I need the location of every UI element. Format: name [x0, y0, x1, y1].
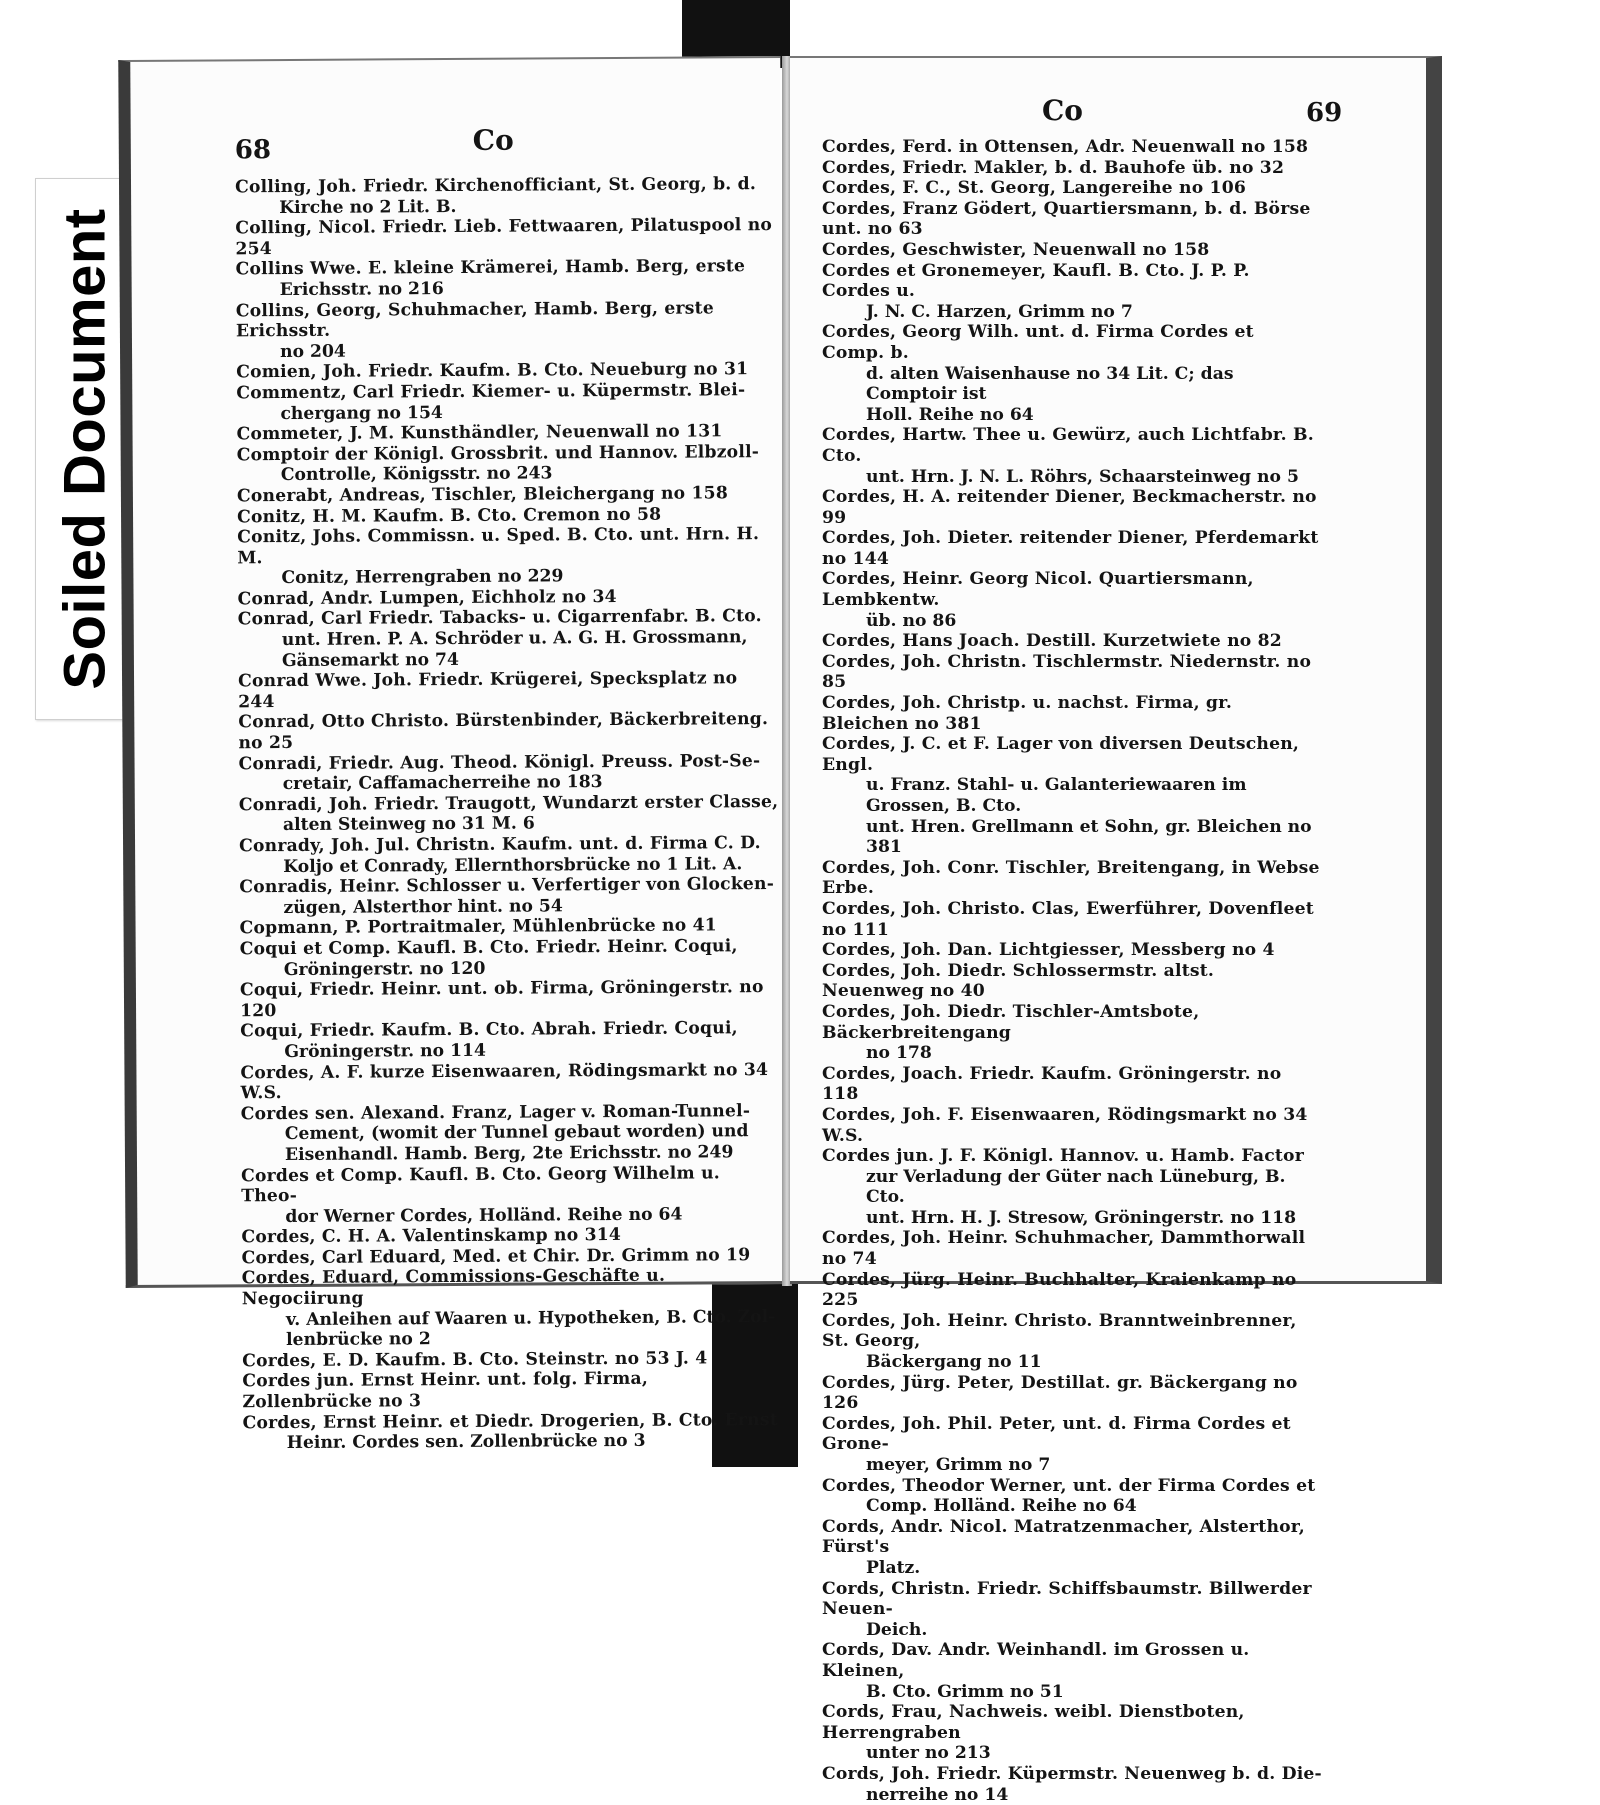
entry-continuation-line: lenbrücke no 2 — [242, 1327, 782, 1351]
directory-entry — [240, 1018, 780, 1062]
directory-entry — [822, 1064, 1322, 1105]
entry-first-line: Cordes, Joh. Heinr. Christo. Branntweinbrenner, St. Georg, — [822, 1311, 1297, 1352]
entry-first-line: Cordes, H. A. reitender Diener, Beckmacherstr. no 99 — [822, 487, 1317, 528]
entry-continuation-line: Deich. — [822, 1620, 1322, 1641]
entry-continuation-line: Gröningerstr. no 120 — [240, 957, 780, 981]
entry-first-line: Cordes, Joh. Christo. Clas, Ewerführer, Dovenfleet no 111 — [822, 899, 1314, 940]
right-page — [790, 56, 1442, 1284]
directory-entry — [822, 569, 1322, 631]
directory-entry — [822, 1146, 1322, 1228]
entry-first-line: Cordes, Franz Gödert, Quartiersmann, b. d. Börse unt. no 63 — [822, 199, 1311, 240]
entry-continuation-line: unt. Hren. P. A. Schröder u. A. G. H. Grossmann, — [238, 627, 778, 651]
entry-first-line: Cordes, Joh. Christp. u. nachst. Firma, gr. Bleichen no 381 — [822, 693, 1232, 734]
directory-entry — [822, 1105, 1322, 1146]
entry-first-line: Cordes, Heinr. Georg Nicol. Quartiersmann, Lembkentw. — [822, 569, 1254, 610]
directory-entry — [822, 652, 1322, 693]
directory-entry — [822, 425, 1322, 487]
entry-continuation-line: dor Werner Cordes, Holländ. Reihe no 64 — [241, 1204, 781, 1228]
directory-entry — [822, 940, 1322, 961]
entry-continuation-line: cretair, Caffamacherreihe no 183 — [239, 771, 779, 795]
directory-entry — [239, 874, 779, 918]
entry-first-line: Coqui, Friedr. Kaufm. B. Cto. Abrah. Friedr. Coqui, — [240, 1019, 738, 1042]
entry-continuation-line: B. Cto. Grimm no 51 — [822, 1682, 1322, 1703]
entry-first-line: Conrad, Otto Christo. Bürstenbinder, Bäckerbreiteng. no 25 — [238, 710, 768, 754]
directory-entry — [822, 1517, 1322, 1579]
directory-entry — [822, 261, 1322, 323]
entry-first-line: Conrady, Joh. Jul. Christn. Kaufm. unt. d. Firma C. D. — [239, 833, 761, 856]
left-entry-list — [235, 174, 783, 1454]
directory-entry — [241, 1101, 781, 1166]
entry-continuation-line: no 178 — [822, 1043, 1322, 1064]
directory-entry — [822, 322, 1322, 425]
entry-first-line: Cordes, Georg Wilh. unt. d. Firma Cordes et Comp. b. — [822, 322, 1254, 363]
left-running-head: Co — [473, 124, 514, 157]
directory-entry — [241, 1163, 781, 1228]
directory-entry — [822, 1373, 1322, 1414]
entry-first-line: Collins, Georg, Schuhmacher, Hamb. Berg, erste Erichsstr. — [236, 298, 714, 342]
entry-continuation-line: J. N. C. Harzen, Grimm no 7 — [822, 302, 1322, 323]
entry-first-line: Cordes, Theodor Werner, unt. der Firma Cordes et — [822, 1476, 1315, 1496]
entry-continuation-line: Erichsstr. no 216 — [236, 277, 776, 301]
entry-continuation-line: Gröningerstr. no 114 — [240, 1039, 780, 1063]
entry-first-line: Conrad, Andr. Lumpen, Eichholz no 34 — [237, 587, 616, 609]
directory-entry — [822, 240, 1322, 261]
entry-first-line: Cordes, Jürg. Peter, Destillat. gr. Bäckergang no 126 — [822, 1373, 1298, 1414]
entry-continuation-line: alten Steinweg no 31 M. 6 — [239, 812, 779, 836]
directory-entry — [237, 442, 777, 486]
entry-continuation-line: Holl. Reihe no 64 — [822, 405, 1322, 426]
entry-first-line: Cords, Andr. Nicol. Matratzenmacher, Alsterthor, Fürst's — [822, 1517, 1305, 1558]
directory-entry — [822, 178, 1322, 199]
entry-first-line: Cordes, Joh. Dieter. reitender Diener, Pferdemarkt no 144 — [822, 528, 1319, 569]
entry-first-line: Coqui et Comp. Kaufl. B. Cto. Friedr. Heinr. Coqui, — [240, 936, 738, 959]
entry-first-line: Cordes, C. H. A. Valentinskamp no 314 — [241, 1225, 621, 1247]
entry-first-line: Cords, Dav. Andr. Weinhandl. im Grossen u. Kleinen, — [822, 1640, 1249, 1681]
directory-entry — [242, 1368, 782, 1412]
directory-entry — [822, 158, 1322, 179]
entry-first-line: Conerabt, Andreas, Tischler, Bleichergang no 158 — [237, 483, 728, 506]
entry-first-line: Cordes, Joach. Friedr. Kaufm. Gröningerstr. no 118 — [822, 1064, 1281, 1105]
entry-first-line: Cords, Christn. Friedr. Schiffsbaumstr. Billwerder Neuen- — [822, 1579, 1312, 1620]
entry-first-line: Cordes, Jürg. Heinr. Buchhalter, Kraienkamp no 225 — [822, 1270, 1296, 1311]
directory-entry — [822, 528, 1322, 569]
entry-first-line: Collins Wwe. E. kleine Krämerei, Hamb. Berg, erste — [235, 257, 745, 280]
entry-continuation-line: d. alten Waisenhause no 34 Lit. C; das Comptoir ist — [822, 364, 1322, 405]
entry-first-line: Conrad Wwe. Joh. Friedr. Krügerei, Specksplatz no 244 — [238, 669, 737, 713]
entry-first-line: Cordes, Joh. Conr. Tischler, Breitengang, in Webse Erbe. — [822, 858, 1320, 899]
entry-first-line: Colling, Joh. Friedr. Kirchenofficiant, St. Georg, b. d. — [235, 174, 756, 197]
entry-first-line: Conitz, Johs. Commissn. u. Sped. B. Cto. unt. Hrn. H. M. — [237, 524, 759, 568]
directory-entry — [822, 1270, 1322, 1311]
entry-continuation-line: v. Anleihen auf Waaren u. Hypotheken, B. Cto. Zol- — [242, 1307, 782, 1331]
right-running-head: Co — [1042, 94, 1083, 127]
entry-first-line: Cordes jun. Ernst Heinr. unt. folg. Firma, Zollenbrücke no 3 — [242, 1369, 648, 1412]
directory-entry — [240, 977, 780, 1021]
entry-first-line: Cordes, Joh. Diedr. Schlossermstr. altst. Neuenweg no 40 — [822, 961, 1214, 1002]
entry-first-line: Conradis, Heinr. Schlosser u. Verfertiger von Glocken- — [239, 874, 774, 897]
directory-entry — [239, 833, 779, 877]
directory-entry — [822, 631, 1322, 652]
entry-first-line: Colling, Nicol. Friedr. Lieb. Fettwaaren, Pilatuspool no 254 — [235, 215, 772, 259]
entry-first-line: Cordes et Gronemeyer, Kaufl. B. Cto. J. P. P. Cordes u. — [822, 261, 1250, 302]
entry-continuation-line: unt. Hrn. J. N. L. Röhrs, Schaarsteinweg no 5 — [822, 467, 1322, 488]
directory-entry — [822, 1640, 1322, 1702]
label-text: Soiled Document — [51, 208, 118, 689]
entry-first-line: Cordes, Eduard, Commissions-Geschäfte u. Negociirung — [242, 1266, 666, 1309]
entry-continuation-line: zügen, Alsterthor hint. no 54 — [239, 895, 779, 919]
entry-first-line: Conitz, H. M. Kaufm. B. Cto. Cremon no 58 — [237, 504, 661, 527]
right-page-number: 69 — [1306, 98, 1342, 128]
entry-continuation-line: Controlle, Königsstr. no 243 — [237, 462, 777, 486]
entry-first-line: Copmann, P. Portraitmaler, Mühlenbrücke no 41 — [240, 916, 717, 939]
entry-first-line: Cordes, Joh. Phil. Peter, unt. d. Firma Cordes et Grone- — [822, 1414, 1291, 1455]
directory-entry — [237, 524, 777, 589]
directory-entry — [242, 1245, 782, 1269]
entry-continuation-line: Platz. — [822, 1558, 1322, 1579]
directory-entry — [822, 1702, 1322, 1764]
directory-entry — [235, 215, 775, 259]
right-entry-list — [822, 137, 1322, 1805]
entry-first-line: Conrad, Carl Friedr. Tabacks- u. Cigarrenfabr. B. Cto. — [238, 607, 762, 630]
directory-entry — [240, 936, 780, 980]
entry-continuation-line: Gänsemarkt no 74 — [238, 648, 778, 672]
directory-entry — [822, 1311, 1322, 1373]
entry-first-line: Cordes et Comp. Kaufl. B. Cto. Georg Wilhelm u. Theo- — [241, 1163, 720, 1207]
entry-first-line: Commeter, J. M. Kunsthändler, Neuenwall no 131 — [236, 421, 722, 444]
entry-continuation-line: nerreihe no 14 — [822, 1785, 1322, 1805]
entry-first-line: Cords, Frau, Nachweis. weibl. Dienstboten, Herrengraben — [822, 1702, 1245, 1743]
entry-first-line: Cordes, J. C. et F. Lager von diversen Deutschen, Engl. — [822, 734, 1299, 775]
entry-first-line: Comien, Joh. Friedr. Kaufm. B. Cto. Neueburg no 31 — [236, 360, 748, 383]
directory-entry — [822, 1764, 1322, 1805]
entry-first-line: Cordes, F. C., St. Georg, Langereihe no 106 — [822, 178, 1246, 198]
directory-entry — [822, 137, 1322, 158]
entry-first-line: Cordes, Hartw. Thee u. Gewürz, auch Lichtfabr. B. Cto. — [822, 425, 1314, 466]
directory-entry — [238, 606, 778, 671]
directory-entry — [822, 487, 1322, 528]
entry-first-line: Coqui, Friedr. Heinr. unt. ob. Firma, Gröningerstr. no 120 — [240, 977, 764, 1021]
entry-first-line: Cordes, Joh. Diedr. Tischler-Amtsbote, Bäckerbreitengang — [822, 1002, 1199, 1043]
directory-entry — [237, 483, 777, 507]
entry-first-line: Cordes, Joh. Heinr. Schuhmacher, Dammthorwall no 74 — [822, 1228, 1305, 1269]
directory-entry — [239, 792, 779, 836]
directory-entry — [822, 1228, 1322, 1269]
entry-continuation-line: Koljo et Conrady, Ellernthorsbrücke no 1 Lit. A. — [239, 854, 779, 878]
entry-first-line: Cords, Joh. Friedr. Küpermstr. Neuenweg b. d. Die- — [822, 1764, 1322, 1784]
entry-continuation-line: üb. no 86 — [822, 611, 1322, 632]
entry-continuation-line: Bäckergang no 11 — [822, 1352, 1322, 1373]
directory-entry — [822, 899, 1322, 940]
entry-first-line: Cordes, Geschwister, Neuenwall no 158 — [822, 240, 1209, 260]
directory-entry — [242, 1265, 782, 1351]
entry-first-line: Cordes, Ernst Heinr. et Diedr. Drogerien, B. Cto. Ernst — [243, 1410, 778, 1433]
directory-entry — [822, 1414, 1322, 1476]
entry-continuation-line: Conitz, Herrengraben no 229 — [237, 565, 777, 589]
entry-first-line: Commentz, Carl Friedr. Kiemer- u. Küpermstr. Blei- — [236, 380, 745, 403]
entry-first-line: Cordes, Ferd. in Ottensen, Adr. Neuenwall no 158 — [822, 137, 1308, 157]
entry-first-line: Conradi, Friedr. Aug. Theod. Königl. Preuss. Post-Se- — [238, 751, 760, 774]
entry-first-line: Comptoir der Königl. Grossbrit. und Hannov. Elbzoll- — [237, 442, 760, 465]
directory-entry — [236, 298, 776, 363]
directory-entry — [238, 668, 778, 712]
entry-continuation-line: Heinr. Cordes sen. Zollenbrücke no 3 — [243, 1430, 783, 1454]
entry-first-line: Cordes, Joh. Dan. Lichtgiesser, Messberg no 4 — [822, 940, 1275, 960]
entry-first-line: Cordes jun. J. F. Königl. Hannov. u. Hamb. Factor — [822, 1146, 1304, 1166]
entry-continuation-line: Eisenhandl. Hamb. Berg, 2te Erichsstr. no 249 — [241, 1142, 781, 1166]
entry-first-line: Cordes, A. F. kurze Eisenwaaren, Rödingsmarkt no 34 W.S. — [240, 1060, 768, 1104]
entry-continuation-line: unt. Hren. Grellmann et Sohn, gr. Bleichen no 381 — [822, 817, 1322, 858]
entry-continuation-line: Cement, (womit der Tunnel gebaut worden) und — [241, 1121, 781, 1145]
entry-continuation-line: Comp. Holländ. Reihe no 64 — [822, 1496, 1322, 1517]
entry-first-line: Cordes, Joh. F. Eisenwaaren, Rödingsmarkt no 34 W.S. — [822, 1105, 1308, 1146]
entry-continuation-line: chergang no 154 — [236, 401, 776, 425]
entry-continuation-line: unt. Hrn. H. J. Stresow, Gröningerstr. no 118 — [822, 1208, 1322, 1229]
entry-first-line: Cordes, Joh. Christn. Tischlermstr. Niedernstr. no 85 — [822, 652, 1311, 693]
entry-continuation-line: zur Verladung der Güter nach Lüneburg, B. Cto. — [822, 1167, 1322, 1208]
directory-entry — [822, 1476, 1322, 1517]
directory-entry — [822, 858, 1322, 899]
entry-continuation-line: unter no 213 — [822, 1743, 1322, 1764]
entry-first-line: Cordes sen. Alexand. Franz, Lager v. Roman-Tunnel- — [241, 1101, 751, 1124]
entry-continuation-line: u. Franz. Stahl- u. Galanteriewaaren im Grossen, B. Cto. — [822, 775, 1322, 816]
entry-first-line: Conradi, Joh. Friedr. Traugott, Wundarzt erster Classe, — [239, 792, 779, 815]
directory-entry — [822, 734, 1322, 858]
directory-entry — [235, 174, 775, 218]
left-page-number: 68 — [235, 135, 271, 165]
directory-entry — [238, 709, 778, 753]
entry-continuation-line: meyer, Grimm no 7 — [822, 1455, 1322, 1476]
entry-continuation-line: Kirche no 2 Lit. B. — [235, 195, 775, 219]
entry-continuation-line: no 204 — [236, 339, 776, 363]
directory-entry — [822, 1579, 1322, 1641]
directory-entry — [822, 961, 1322, 1002]
entry-first-line: Cordes, Carl Eduard, Med. et Chir. Dr. Grimm no 19 — [242, 1245, 751, 1268]
entry-first-line: Cordes, Friedr. Makler, b. d. Bauhofe üb. no 32 — [822, 158, 1284, 178]
entry-first-line: Cordes, Hans Joach. Destill. Kurzetwiete no 82 — [822, 631, 1282, 651]
directory-entry — [238, 751, 778, 795]
directory-entry — [242, 1348, 782, 1372]
left-page — [118, 56, 787, 1288]
directory-entry — [236, 380, 776, 424]
entry-first-line: Cordes, E. D. Kaufm. B. Cto. Steinstr. no 53 J. 4 — [242, 1348, 707, 1371]
directory-entry — [822, 1002, 1322, 1064]
directory-entry — [235, 256, 775, 300]
directory-entry — [822, 199, 1322, 240]
directory-entry — [240, 1060, 780, 1104]
directory-entry — [243, 1410, 783, 1454]
directory-entry — [822, 693, 1322, 734]
